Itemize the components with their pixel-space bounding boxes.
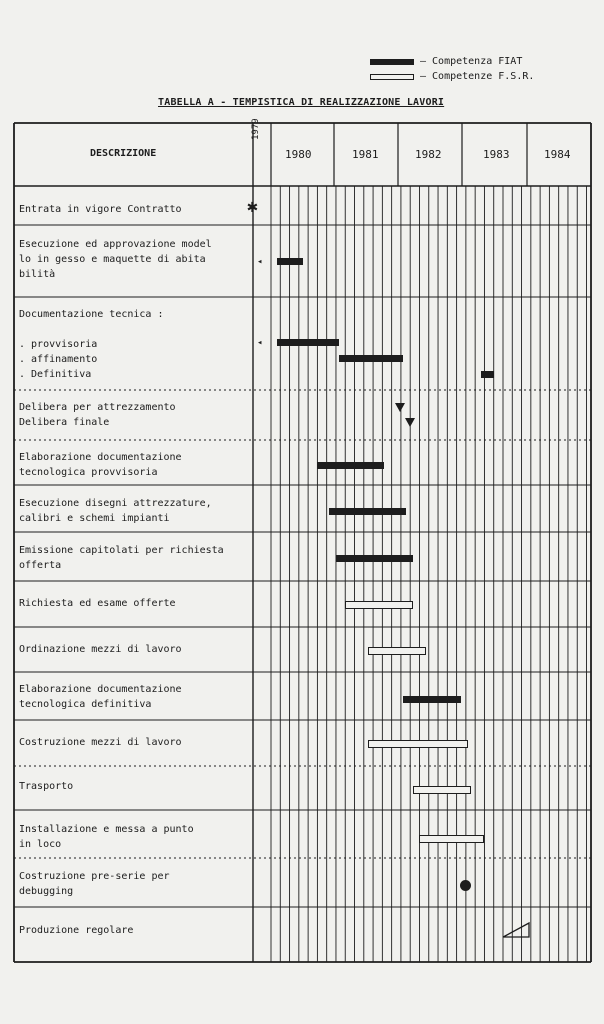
legend-fiat-label: — Competenza FIAT [420,56,523,67]
year-1980-header: 1980 [285,148,312,161]
gantt-bar-fsr [368,647,426,655]
task-disegni-attrezzature [19,496,212,526]
gantt-bar-fsr [345,601,413,609]
task-label: . provvisoria [19,339,98,350]
gantt-bar-fsr [419,835,484,843]
task-richiesta-offerte [19,596,176,611]
triangle-down-milestone-icon [405,418,415,427]
gantt-bar-fiat [317,462,383,469]
task-documentazione-tecnica [19,307,164,382]
task-label: Esecuzione disegni attrezzature, [19,498,212,509]
task-label: tecnologica provvisoria [19,467,158,478]
gantt-bar-fiat [339,355,404,362]
task-entrata-contratto [19,202,182,217]
task-label: Produzione regolare [19,925,134,936]
task-label: bilità [19,269,56,280]
task-label: Emissione capitolati per richiesta [19,545,224,556]
task-doc-tecnologica-provvisoria [19,450,182,480]
task-label: calibri e schemi impianti [19,513,170,524]
task-delibere [19,400,176,430]
gantt-bar-fiat [277,258,303,265]
task-label: Richiesta ed esame offerte [19,598,176,609]
gantt-bar-fsr [413,786,471,794]
continuation-arrow-icon: ◂ [257,338,263,348]
continuation-arrow-icon: ◂ [257,257,263,267]
task-label: lo in gesso e maquette di abita [19,254,206,265]
task-label: Trasporto [19,781,74,792]
task-label: . Definitiva [19,369,92,380]
task-pre-serie [19,869,170,899]
year-1984-header: 1984 [544,148,571,161]
triangle-down-milestone-icon [395,403,405,412]
task-label: Esecuzione ed approvazione model [19,239,212,250]
legend-fsr-label: — Competenze F.S.R. [420,71,535,82]
task-label: debugging [19,886,74,897]
dot-milestone-icon [460,880,471,891]
year-1982-header: 1982 [415,148,442,161]
task-label: Costruzione pre-serie per [19,871,170,882]
gantt-bar-fiat [336,555,413,562]
star-milestone-icon: ✱ [247,196,258,217]
task-label: Ordinazione mezzi di lavoro [19,644,182,655]
task-modello-gesso [19,237,212,282]
gantt-bar-fiat [403,696,461,703]
gantt-bar-fiat [329,508,406,515]
task-ordinazione-mezzi [19,642,182,657]
year-1983-header: 1983 [483,148,510,161]
gantt-bar-fiat [481,371,494,378]
task-label: in loco [19,839,62,850]
task-label: Elaborazione documentazione [19,684,182,695]
task-installazione [19,822,194,852]
task-label: tecnologica definitiva [19,699,152,710]
task-label-spacer [19,322,164,337]
description-header: DESCRIZIONE [90,148,157,159]
year-1981-header: 1981 [352,148,379,161]
gantt-bar-fsr [368,740,468,748]
task-costruzione-mezzi [19,735,182,750]
task-label: Delibera per attrezzamento [19,402,176,413]
task-trasporto [19,779,73,794]
task-label: Documentazione tecnica : [19,309,164,320]
wedge-ramp-icon [503,923,529,937]
task-label: Elaborazione documentazione [19,452,182,463]
task-produzione-regolare [19,923,133,938]
task-label: . affinamento [19,354,98,365]
year-1979-header: 1979 [251,118,261,140]
task-doc-tecnologica-definitiva [19,682,182,712]
task-capitolati [19,543,224,573]
task-label: Entrata in vigore Contratto [19,204,182,215]
task-label: Costruzione mezzi di lavoro [19,737,182,748]
task-label: offerta [19,560,62,571]
task-label: Installazione e messa a punto [19,824,194,835]
task-label: Delibera finale [19,417,110,428]
table-title: TABELLA A - TEMPISTICA DI REALIZZAZIONE LAVORI [158,97,445,108]
gantt-bar-fiat [277,339,338,346]
